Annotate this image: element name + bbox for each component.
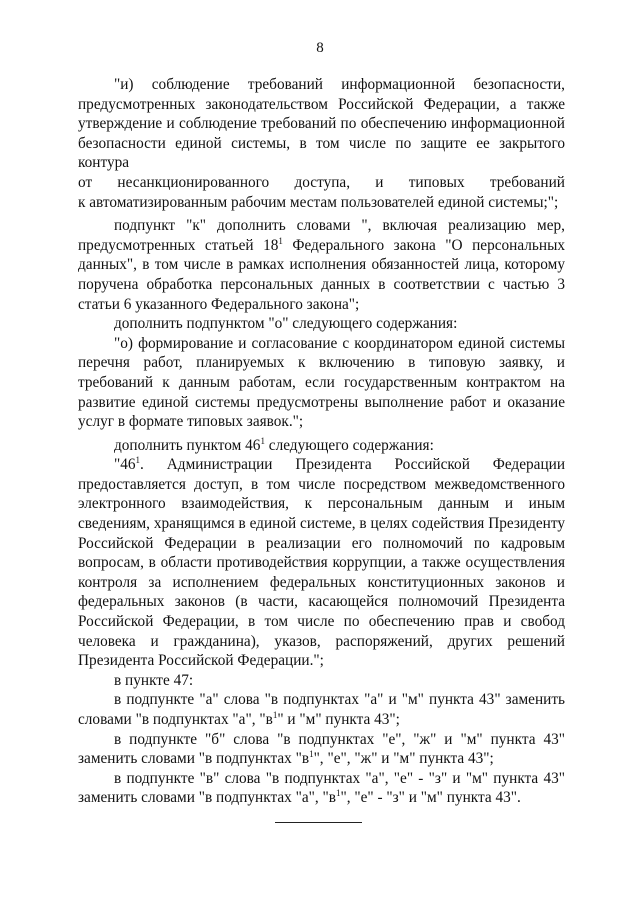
paragraph-46-1: [78, 455, 565, 671]
text-line: безопасности единой системы, в том числе по защите ее закрытого контура: [78, 134, 565, 172]
paragraph-part: . Администрации Президента Российской Федерации предоставляется доступ, в том числе посредством межведомственного электронного взаимодействия, к персональным данным и иным сведениям, хранящимся в единой системе, в целях содействия Президенту Российской Федерации в реализации его полномочий по кадровым вопросам, в области противодействия коррупции, а также осуществления контроля за исполнением федеральных конституционных законов и федеральных законов (в части, касающейся полномочий Президента Российской Федерации, в том числе по обеспечению прав и свобод человека и гражданина), указов, распоряжений, других решений Президента Российской Федерации.";: [78, 456, 565, 670]
paragraph-47-b: [78, 730, 565, 769]
paragraph-k-part: Федерального закона "О персональных данных", в том числе в рамках исполнения обязанностей лица, которому поручена обработка персональных данных в соответствии с частью 3 статьи 6 указанного Федерального закона";: [78, 236, 565, 313]
paragraph-part: дополнить пунктом 46: [114, 436, 261, 454]
paragraph-add-46-1: [78, 436, 565, 456]
paragraph-part: "46: [114, 456, 136, 474]
superscript: 1: [135, 455, 141, 466]
paragraph-part: следующего содержания:: [264, 436, 434, 454]
superscript: 1: [309, 749, 314, 760]
paragraph-k-part: подпункт "к" дополнить словами ", включая реализацию мер, предусмотренных статьей 18: [78, 217, 565, 254]
document-body: [78, 75, 565, 808]
paragraph-part: в подпункте "в" слова "в подпунктах "а", "е" - "з" и "м" пункта 43" заменить словами "в подпунктах "а", "в: [78, 769, 565, 807]
superscript: 1: [260, 435, 265, 446]
paragraph-47-a: [78, 690, 565, 729]
text-line: утверждение и соблюдение требований по обеспечению информационной: [78, 115, 565, 133]
paragraph-47: в пункте 47:: [114, 671, 194, 689]
text-line: предусмотренных законодательством Российской Федерации, а также: [78, 95, 565, 113]
paragraph-i: [78, 75, 565, 212]
page-number: 8: [316, 40, 324, 56]
paragraph-o: "о) формирование и согласование с координатором единой системы перечня работ, планируемых к включению в типовую заявку, и требований к данным работам, если государственным контрактом на развитие единой системы предусмотрены выполнение работ и оказание услуг в формате типовых заявок.";: [78, 334, 565, 431]
superscript: 1: [272, 710, 278, 720]
paragraph-47-v: [78, 769, 565, 808]
superscript: 1: [335, 788, 341, 799]
text-line: "и) соблюдение требований информационной безопасности,: [114, 76, 565, 93]
paragraph-part: в подпункте "б" слова "в подпунктах "е", "ж" и "м" пункта 43" заменить словами "в подпунктах "в: [78, 730, 565, 768]
paragraph-k: [78, 216, 565, 314]
paragraph-part: ", "е" - "з" и "м" пункта 43".: [340, 789, 521, 807]
text-line: к автоматизированным рабочим местам пользователей единой системы;";: [78, 193, 559, 211]
paragraph-part: ", "е", "ж" и "м" пункта 43";: [313, 750, 494, 768]
paragraph-part: в подпункте "а" слова "в подпунктах "а" и "м" пункта 43" заменить словами "в подпунктах "а", "в: [78, 691, 565, 728]
superscript: 1: [278, 235, 283, 246]
paragraph-add-o: дополнить подпунктом "о" следующего содержания:: [114, 315, 458, 333]
end-separator-line: [275, 822, 362, 823]
text-line: от несанкционированного доступа, и типовых требований: [78, 173, 565, 191]
paragraph-part: " и "м" пункта 43";: [277, 711, 400, 728]
